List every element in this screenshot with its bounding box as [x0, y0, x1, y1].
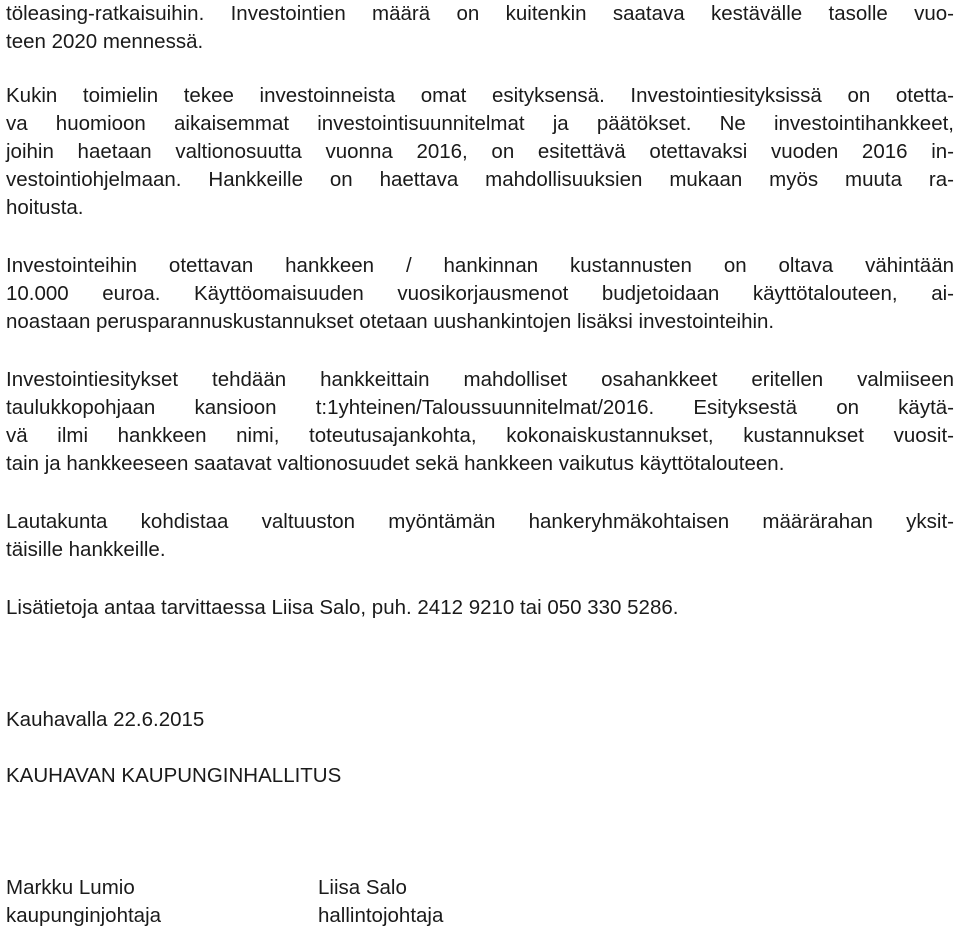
organization-name: KAUHAVAN KAUPUNGINHALLITUS [6, 764, 342, 787]
paragraph-1-line-2: teen 2020 mennessä. [6, 30, 204, 53]
paragraph-4-line-4: tain ja hankkeeseen saatavat valtionosuudet sekä hankkeen vaikutus käyttötalouteen. [6, 452, 785, 475]
paragraph-3-line-1: Investointeihin otettavan hankkeen / hankinnan kustannusten on oltava vähintään [6, 254, 954, 277]
paragraph-3-line-3: noastaan perusparannuskustannukset otetaan uushankintojen lisäksi investointeihin. [6, 310, 775, 333]
paragraph-2-line-3: joihin haetaan valtionosuutta vuonna 2016, on esitettävä otettavaksi vuoden 2016 in- [6, 140, 954, 163]
place-date: Kauhavalla 22.6.2015 [6, 708, 205, 731]
signatory-2-title: hallintojohtaja [318, 904, 444, 927]
paragraph-4-line-2: taulukkopohjaan kansioon t:1yhteinen/Taloussuunnitelmat/2016. Esityksestä on käytä- [6, 396, 954, 419]
paragraph-2-line-5: hoitusta. [6, 196, 84, 219]
signatory-1-name: Markku Lumio [6, 876, 135, 899]
paragraph-2-line-1: Kukin toimielin tekee investoinneista omat esityksensä. Investointiesityksissä on otetta- [6, 84, 954, 107]
paragraph-5-line-1: Lautakunta kohdistaa valtuuston myöntämän hankeryhmäkohtaisen määrärahan yksit- [6, 510, 954, 533]
signatory-1-title: kaupunginjohtaja [6, 904, 162, 927]
paragraph-5-line-2: täisille hankkeille. [6, 538, 166, 561]
paragraph-2-line-2: va huomioon aikaisemmat investointisuunnitelmat ja päätökset. Ne investointihankkeet, [6, 112, 954, 135]
paragraph-3-line-2: 10.000 euroa. Käyttöomaisuuden vuosikorjausmenot budjetoidaan käyttötalouteen, ai- [6, 282, 954, 305]
paragraph-4-line-1: Investointiesitykset tehdään hankkeittain mahdolliset osahankkeet eritellen valmiiseen [6, 368, 954, 391]
paragraph-2-line-4: vestointiohjelmaan. Hankkeille on haettava mahdollisuuksien mukaan myös muuta ra- [6, 168, 954, 191]
paragraph-6-line-1: Lisätietoja antaa tarvittaessa Liisa Salo, puh. 2412 9210 tai 050 330 5286. [6, 596, 679, 619]
signatory-2-name: Liisa Salo [318, 876, 407, 899]
paragraph-4-line-3: vä ilmi hankkeen nimi, toteutusajankohta, kokonaiskustannukset, kustannukset vuosit- [6, 424, 954, 447]
paragraph-1-line-1: töleasing-ratkaisuihin. Investointien määrä on kuitenkin saatava kestävälle tasolle vuo- [6, 2, 954, 25]
